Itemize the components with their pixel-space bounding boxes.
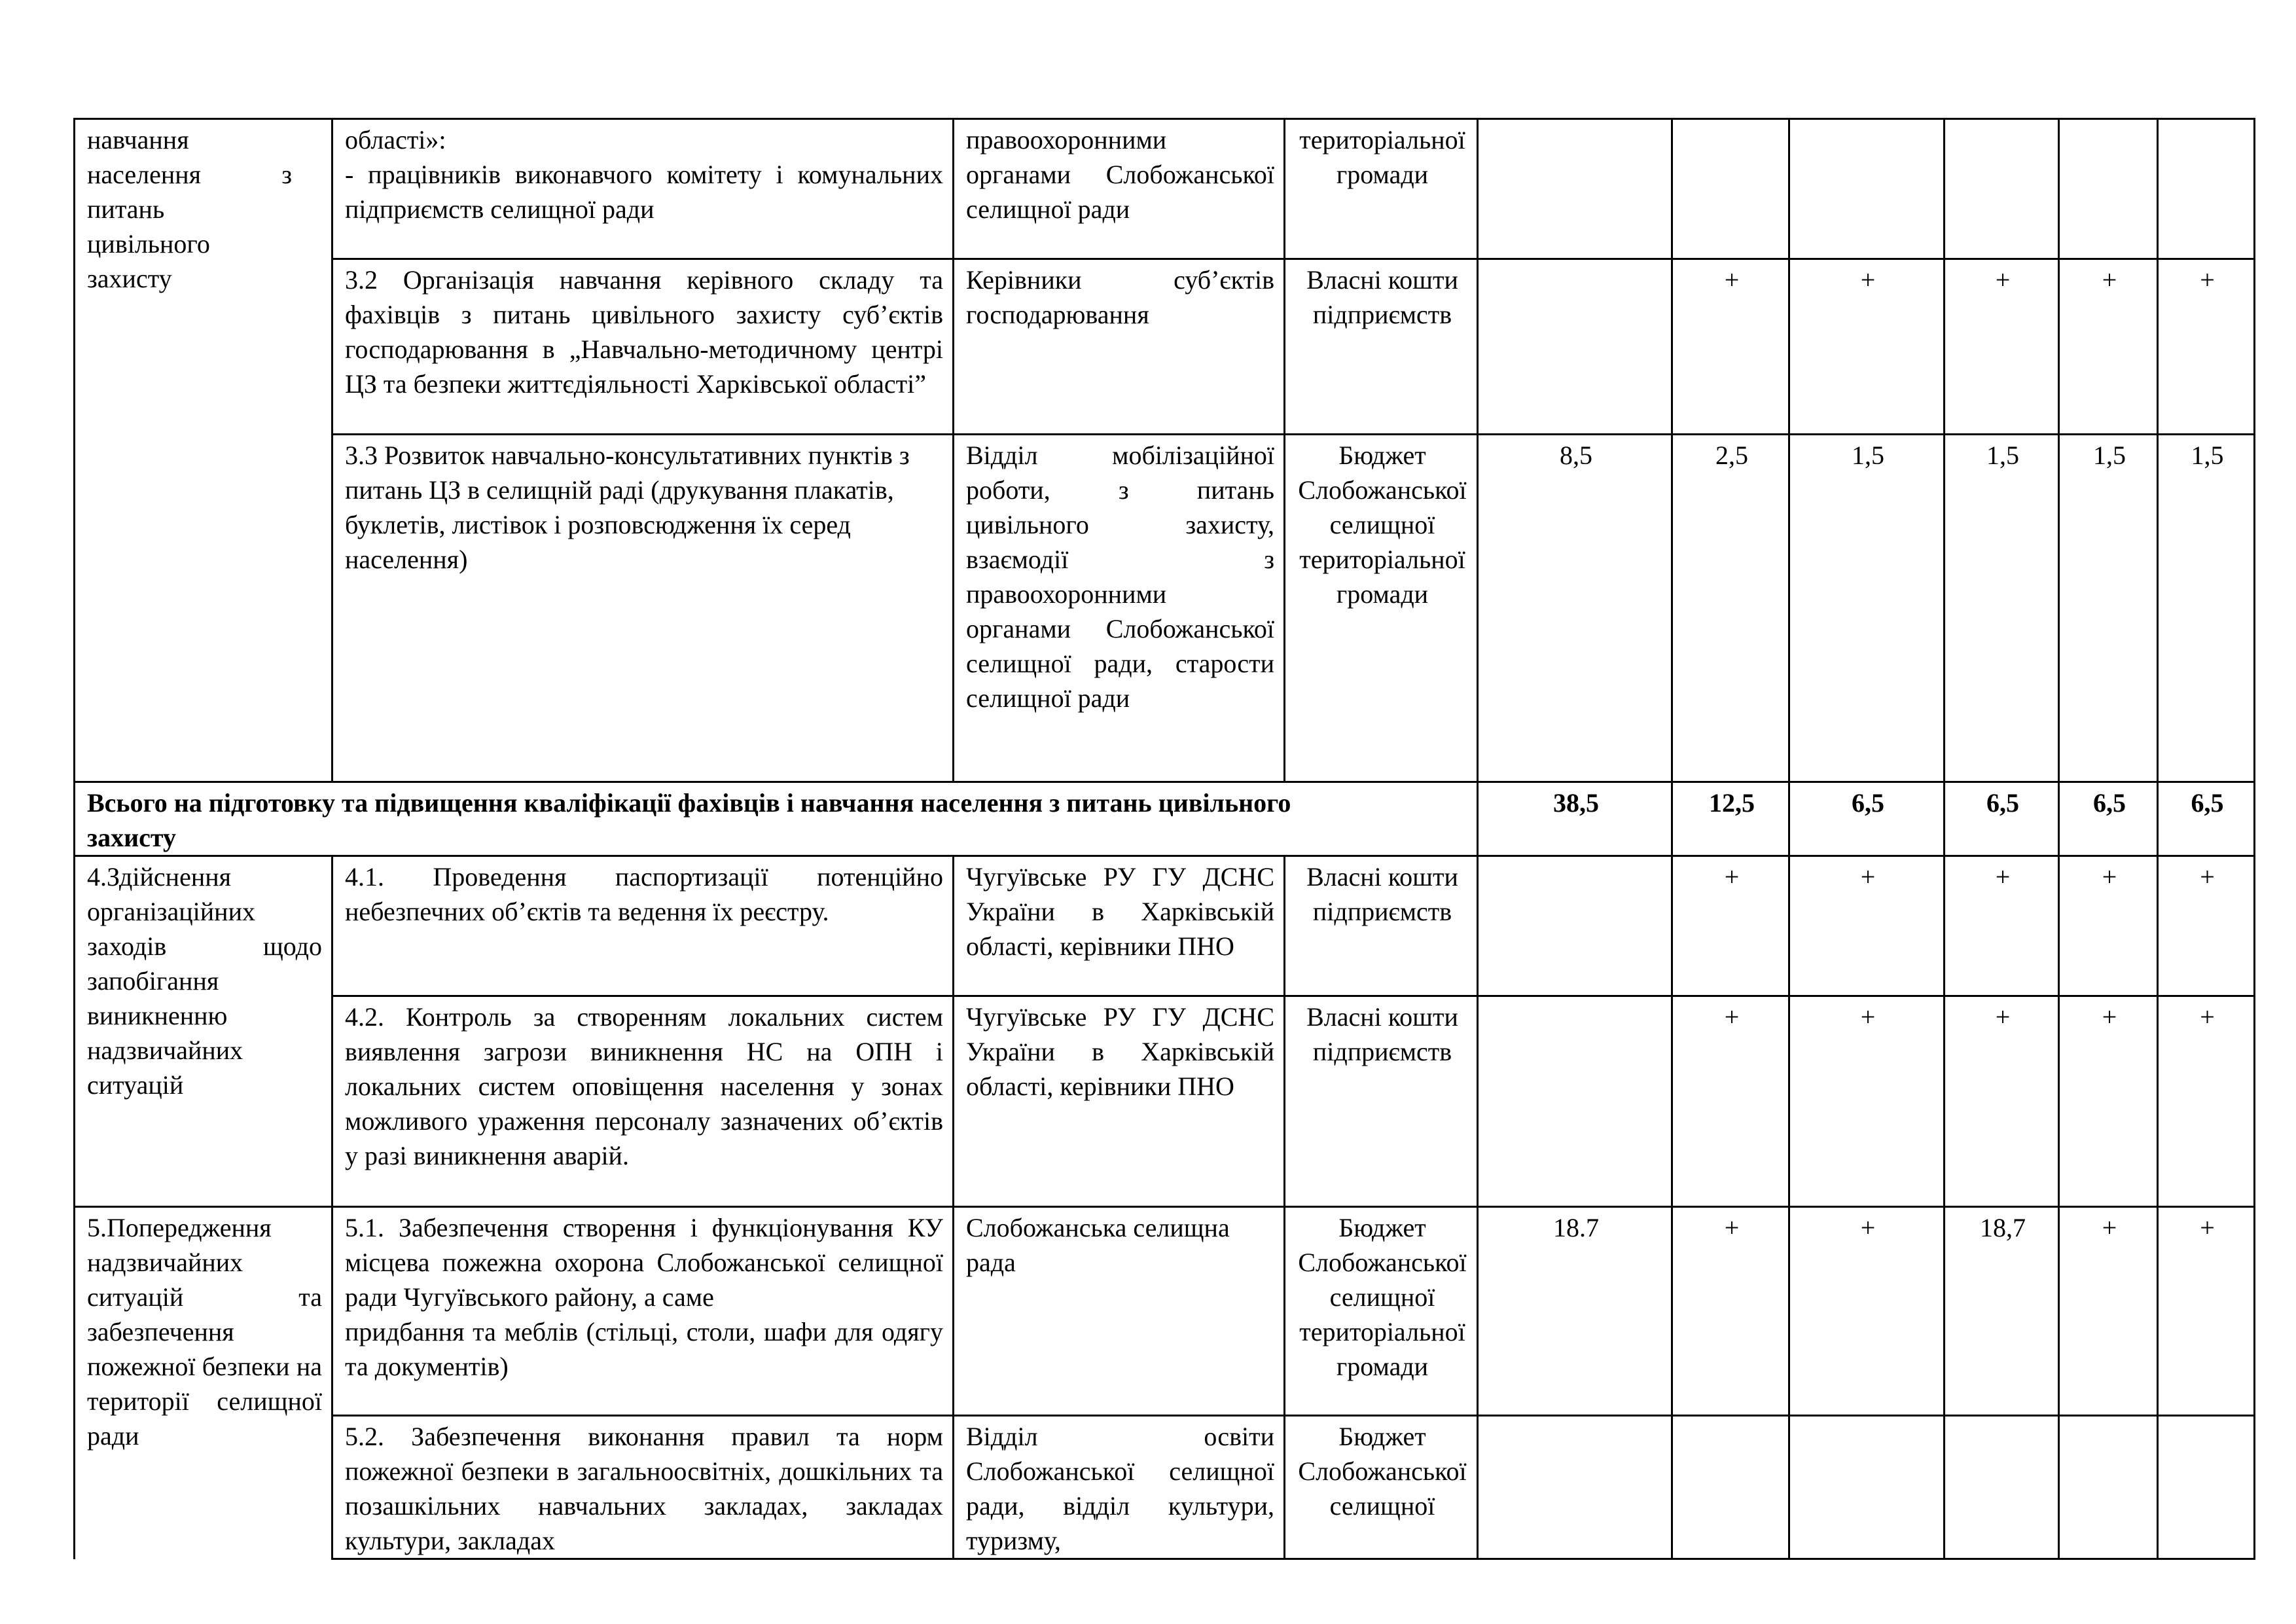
year-cell: + <box>2158 996 2255 1207</box>
year-cell: 1,5 <box>1945 435 2059 782</box>
year-cell: + <box>1672 259 1789 435</box>
source-cell: Бюджет Слобожанської селищної територіальної громади <box>1285 1207 1478 1416</box>
year-cell: 1,5 <box>2158 435 2255 782</box>
year-cell: + <box>1672 856 1789 996</box>
total-cell <box>1478 996 1672 1207</box>
year-cell <box>1672 119 1789 259</box>
year-cell <box>1789 1416 1945 1559</box>
task-cell: 4.Здійснення організаційних заходів щодо запобігання виникненню надзвичайних ситуацій <box>75 856 332 1207</box>
subtotal-year: 6,5 <box>1945 782 2059 856</box>
measure-cell: області»: - працівників виконавчого комітету і комунальних підприємств селищної ради <box>332 119 954 259</box>
measure-cell <box>332 1207 954 1416</box>
year-cell: + <box>1789 996 1945 1207</box>
executor-cell: Відділ мобілізаційної роботи, з питань цивільного захисту, взаємодії з правоохоронними органами Слобожанської селищної ради, старости селищної ради <box>954 435 1285 782</box>
year-cell: + <box>2059 1207 2158 1416</box>
total-cell <box>1478 1416 1672 1559</box>
year-cell: + <box>1945 856 2059 996</box>
year-cell: + <box>1672 1207 1789 1416</box>
year-cell: + <box>2158 856 2255 996</box>
source-cell: Власні кошти підприємств <box>1285 259 1478 435</box>
year-cell <box>1945 119 2059 259</box>
total-cell <box>1478 856 1672 996</box>
source-cell: Власні кошти підприємств <box>1285 856 1478 996</box>
executor-cell: Відділ освіти Слобожанської селищної ради, відділ культури, туризму, <box>954 1416 1285 1559</box>
executor-cell: Слобожанська селищна рада <box>954 1207 1285 1416</box>
subtotal-row <box>75 782 2255 856</box>
year-cell: 2,5 <box>1672 435 1789 782</box>
table-row <box>75 1416 2255 1559</box>
measure-cell: 3.2 Організація навчання керівного складу та фахівців з питань цивільного захисту суб’єктів господарювання в „Навчально-методичному центрі ЦЗ та безпеки життєдіяльності Харківської області” <box>332 259 954 435</box>
measure-cell: 3.3 Розвиток навчально-консультативних пунктів з питань ЦЗ в селищній раді (друкування плакатів, буклетів, листівок і розповсюдження їх серед населення) <box>332 435 954 782</box>
task-cell: навчання населення з питань цивільного захисту <box>75 119 332 782</box>
measure-cell: 4.2. Контроль за створенням локальних систем виявлення загрози виникнення НС на ОПН і локальних систем оповіщення населення у зонах можливого ураження персоналу зазначених об’єктів у разі виникнення аварій. <box>332 996 954 1207</box>
year-cell <box>1672 1416 1789 1559</box>
source-cell: територіальної громади <box>1285 119 1478 259</box>
total-cell: 18.7 <box>1478 1207 1672 1416</box>
year-cell: + <box>1789 1207 1945 1416</box>
executor-cell: Чугуївське РУ ГУ ДСНС України в Харківській області, керівники ПНО <box>954 996 1285 1207</box>
executor-cell: правоохоронними органами Слобожанської селищної ради <box>954 119 1285 259</box>
year-cell: 1,5 <box>1789 435 1945 782</box>
executor-cell: Керівники суб’єктів господарювання <box>954 259 1285 435</box>
table-row <box>75 259 2255 435</box>
source-cell: Бюджет Слобожанської селищної територіальної громади <box>1285 435 1478 782</box>
subtotal-total: 38,5 <box>1478 782 1672 856</box>
year-cell <box>2158 1416 2255 1559</box>
measure-text: придбання та меблів (стільці, столи, шафи для одягу та документів) <box>345 1317 943 1381</box>
task-cell: 5.Попередження надзвичайних ситуацій та забезпечення пожежної безпеки на території селищної ради <box>75 1207 332 1559</box>
measure-text: 5.1. Забезпечення створення і функціонування КУ місцева пожежна охорона Слобожанської селищної ради Чугуївського району, а саме <box>345 1213 943 1312</box>
year-cell: + <box>1945 259 2059 435</box>
table-row <box>75 435 2255 782</box>
year-cell <box>1789 119 1945 259</box>
table-row <box>75 1207 2255 1416</box>
measure-cell: 5.2. Забезпечення виконання правил та норм пожежної безпеки в загальноосвітніх, дошкільних та позашкільних навчальних закладах, закладах культури, закладах <box>332 1416 954 1559</box>
executor-cell: Чугуївське РУ ГУ ДСНС України в Харківській області, керівники ПНО <box>954 856 1285 996</box>
subtotal-year: 6,5 <box>2158 782 2255 856</box>
measure-cell: 4.1. Проведення паспортизації потенційно небезпечних об’єктів та ведення їх реєстру. <box>332 856 954 996</box>
total-cell <box>1478 119 1672 259</box>
table-row <box>75 996 2255 1207</box>
subtotal-label: Всього на підготовку та підвищення кваліфікації фахівців і навчання населення з питань цивільного захисту <box>75 782 1478 856</box>
year-cell <box>1945 1416 2059 1559</box>
year-cell: + <box>2158 259 2255 435</box>
year-cell <box>2059 1416 2158 1559</box>
year-cell: + <box>2059 259 2158 435</box>
subtotal-year: 6,5 <box>1789 782 1945 856</box>
total-cell: 8,5 <box>1478 435 1672 782</box>
subtotal-year: 6,5 <box>2059 782 2158 856</box>
year-cell: + <box>1672 996 1789 1207</box>
table-row <box>75 119 2255 259</box>
table-row <box>75 856 2255 996</box>
year-cell <box>2158 119 2255 259</box>
year-cell: + <box>1789 259 1945 435</box>
subtotal-year: 12,5 <box>1672 782 1789 856</box>
source-cell: Бюджет Слобожанської селищної <box>1285 1416 1478 1559</box>
year-cell: + <box>2059 856 2158 996</box>
year-cell: + <box>2158 1207 2255 1416</box>
total-cell <box>1478 259 1672 435</box>
year-cell: + <box>1945 996 2059 1207</box>
year-cell: + <box>1789 856 1945 996</box>
year-cell: + <box>2059 996 2158 1207</box>
program-measures-table <box>73 118 2255 1560</box>
source-cell: Власні кошти підприємств <box>1285 996 1478 1207</box>
year-cell: 18,7 <box>1945 1207 2059 1416</box>
year-cell: 1,5 <box>2059 435 2158 782</box>
year-cell <box>2059 119 2158 259</box>
